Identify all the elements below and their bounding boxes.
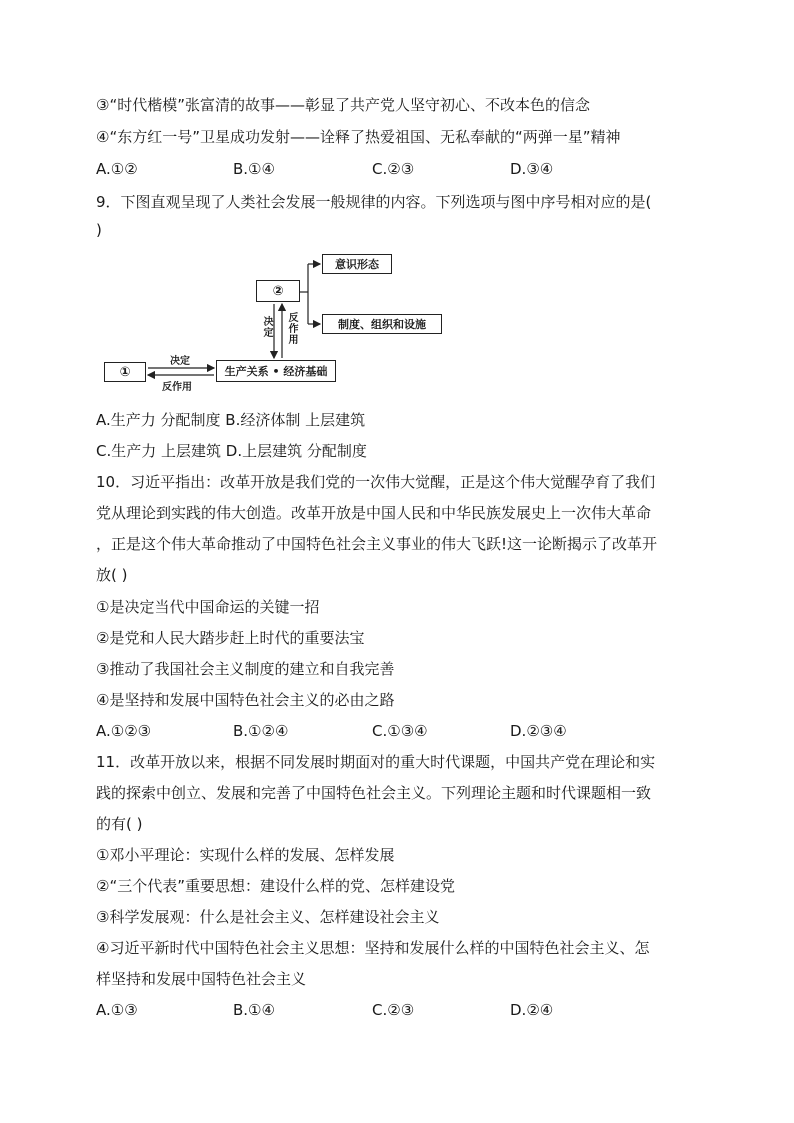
q10-stem-line-2: 党从理论到实践的伟大创造。改革开放是中国人民和中华民族发展史上一次伟大革命 <box>96 504 652 522</box>
q8-option-b[interactable]: B.①④ <box>233 160 275 178</box>
q10-option-d[interactable]: D.②③④ <box>510 722 567 740</box>
q11-options <box>96 1000 696 1020</box>
q11-option-a[interactable]: A.①③ <box>96 1001 138 1019</box>
q10-item-4: ④是坚持和发展中国特色社会主义的必由之路 <box>96 691 395 709</box>
diagram-box-system: 制度、组织和设施 <box>322 314 442 334</box>
diagram-box-base: 生产关系 • 经济基础 <box>216 360 336 382</box>
diagram-box-ideology: 意识形态 <box>322 254 392 274</box>
q11-item-2: ②“三个代表”重要思想：建设什么样的党、怎样建设党 <box>96 877 455 895</box>
q9-options-line-2: C.生产力 上层建筑 D.上层建筑 分配制度 <box>96 442 367 460</box>
q10-item-3: ③推动了我国社会主义制度的建立和自我完善 <box>96 660 395 678</box>
q8-option-a[interactable]: A.①② <box>96 160 138 178</box>
q10-item-1: ①是决定当代中国命运的关键一招 <box>96 598 320 616</box>
q8-options <box>96 159 696 179</box>
diagram-vlabel-decide: 决定 <box>261 316 272 338</box>
q8-option-c[interactable]: C.②③ <box>372 160 415 178</box>
q10-stem-line-1: 10．习近平指出：改革开放是我们党的一次伟大觉醒，正是这个伟大觉醒孕育了我们 <box>96 473 656 491</box>
q11-option-d[interactable]: D.②④ <box>510 1001 554 1019</box>
q11-item-1: ①邓小平理论：实现什么样的发展、怎样发展 <box>96 846 395 864</box>
q10-stem-line-3: ，正是这个伟大革命推动了中国特色社会主义事业的伟大飞跃!这一论断揭示了改革开 <box>96 535 658 553</box>
q10-options <box>96 721 696 741</box>
q11-stem-line-1: 11．改革开放以来，根据不同发展时期面对的重大时代课题，中国共产党在理论和实 <box>96 753 656 771</box>
diagram-box-1: ① <box>104 362 146 382</box>
q11-stem-line-2: 践的探索中创立、发展和完善了中国特色社会主义。下列理论主题和时代课题相一致 <box>96 784 652 802</box>
diagram-box-2: ② <box>256 280 300 302</box>
q8-item-3: ③“时代楷模”张富清的故事——彰显了共产党人坚守初心、不改本色的信念 <box>96 96 590 114</box>
q9-stem-line-2: ) <box>96 221 102 239</box>
q9-options-line-1: A.生产力 分配制度 B.经济体制 上层建筑 <box>96 411 366 429</box>
diagram-label-react: 反作用 <box>162 382 192 393</box>
q8-item-4: ④“东方红一号”卫星成功发射——诠释了热爱祖国、无私奉献的“两弹一星”精神 <box>96 128 621 146</box>
q9-diagram <box>96 246 456 396</box>
q11-item-3: ③科学发展观：什么是社会主义、怎样建设社会主义 <box>96 908 440 926</box>
diagram-vlabel-react: 反作用 <box>286 312 297 345</box>
q10-option-c[interactable]: C.①③④ <box>372 722 428 740</box>
q11-option-b[interactable]: B.①④ <box>233 1001 275 1019</box>
q11-stem-line-3: 的有( ) <box>96 815 143 833</box>
q9-stem-line-1: 9．下图直观呈现了人类社会发展一般规律的内容。下列选项与图中序号相对应的是( <box>96 193 652 211</box>
q10-stem-line-4: 放( ) <box>96 566 128 584</box>
q11-item-4-line-1: ④习近平新时代中国特色社会主义思想：坚持和发展什么样的中国特色社会主义、怎 <box>96 939 650 957</box>
q8-option-d[interactable]: D.③④ <box>510 160 554 178</box>
q10-option-b[interactable]: B.①②④ <box>233 722 289 740</box>
q11-option-c[interactable]: C.②③ <box>372 1001 415 1019</box>
q10-item-2: ②是党和人民大踏步赶上时代的重要法宝 <box>96 629 365 647</box>
q10-option-a[interactable]: A.①②③ <box>96 722 152 740</box>
q11-item-4-line-2: 样坚持和发展中国特色社会主义 <box>96 970 307 988</box>
diagram-label-decide: 决定 <box>170 356 190 367</box>
